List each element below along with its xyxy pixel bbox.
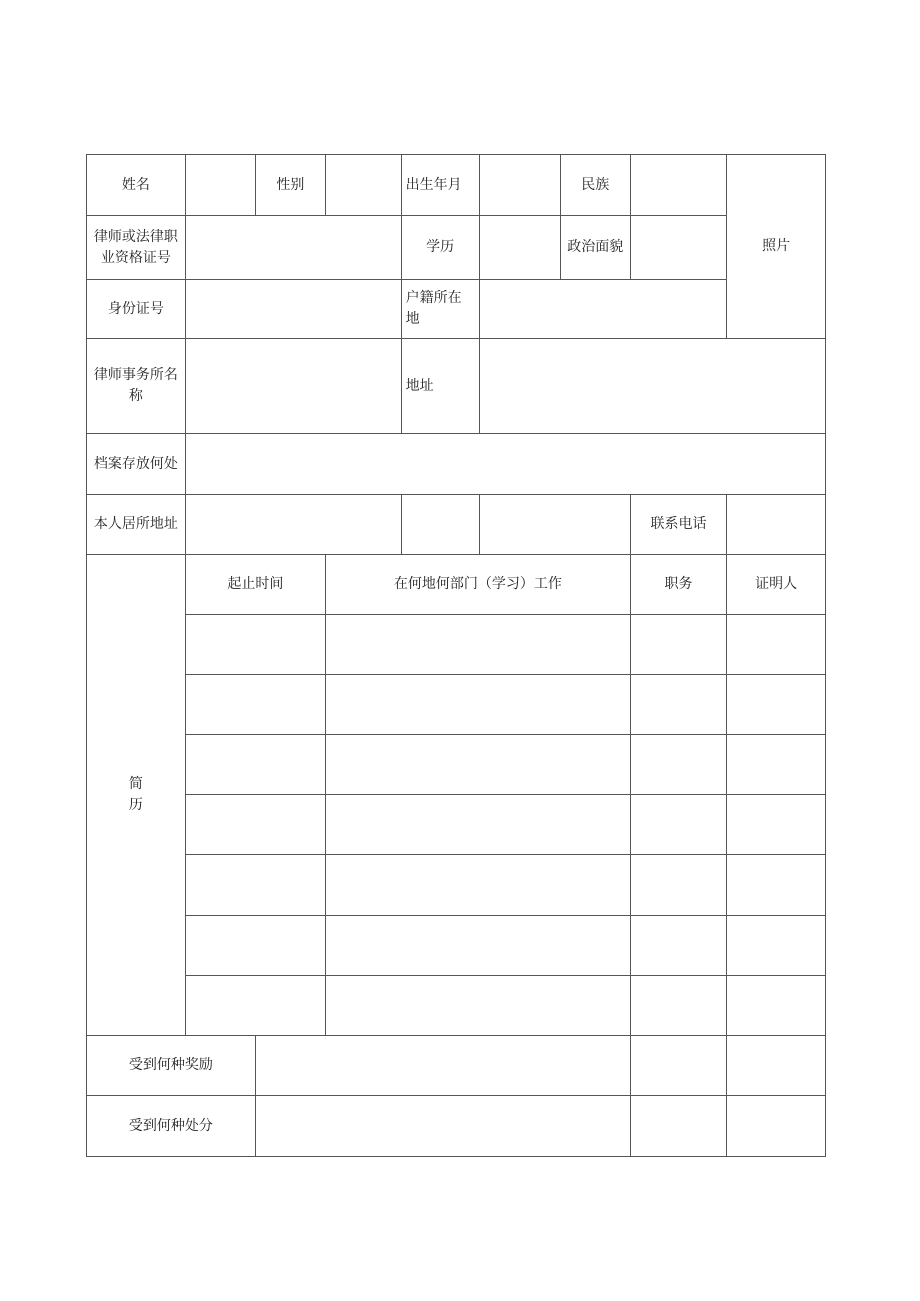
awards-extra-field-2[interactable]: [727, 1036, 826, 1096]
hukou-label: 户籍所在地: [401, 280, 479, 339]
resume-period-cell[interactable]: [185, 795, 325, 855]
resume-witness-cell[interactable]: [727, 615, 826, 675]
ethnicity-label: 民族: [560, 155, 630, 216]
resume-workplace-cell[interactable]: [326, 615, 631, 675]
resume-position-cell[interactable]: [630, 675, 726, 735]
political-field[interactable]: [630, 216, 726, 280]
awards-field[interactable]: [255, 1036, 630, 1096]
license-field[interactable]: [185, 216, 401, 280]
resume-witness-cell[interactable]: [727, 795, 826, 855]
firm-name-label: 律师事务所名称: [87, 339, 186, 434]
awards-label: 受到何种奖励: [87, 1036, 256, 1096]
name-field[interactable]: [185, 155, 255, 216]
resume-workplace-cell[interactable]: [326, 735, 631, 795]
resume-label-text: 简历: [128, 776, 143, 813]
resume-row: [87, 976, 826, 1036]
resume-row: [87, 675, 826, 735]
phone-label: 联系电话: [630, 495, 726, 555]
education-field[interactable]: [479, 216, 560, 280]
residence-field[interactable]: [185, 495, 401, 555]
resume-workplace-cell[interactable]: [326, 855, 631, 916]
birth-label: 出生年月: [401, 155, 479, 216]
education-label: 学历: [401, 216, 479, 280]
firm-name-field[interactable]: [185, 339, 401, 434]
ethnicity-field[interactable]: [630, 155, 726, 216]
photo-box[interactable]: 照片: [727, 155, 826, 339]
resume-witness-cell[interactable]: [727, 675, 826, 735]
resume-header-witness: 证明人: [727, 555, 826, 615]
lawyer-registration-form: [86, 154, 826, 1157]
resume-position-cell[interactable]: [630, 615, 726, 675]
resume-workplace-cell[interactable]: [326, 675, 631, 735]
resume-header-position: 职务: [630, 555, 726, 615]
resume-row: [87, 795, 826, 855]
residence-extra-field-2[interactable]: [479, 495, 630, 555]
political-label: 政治面貌: [560, 216, 630, 280]
hukou-field[interactable]: [479, 280, 727, 339]
resume-witness-cell[interactable]: [727, 916, 826, 976]
gender-label: 性别: [255, 155, 325, 216]
resume-position-cell[interactable]: [630, 855, 726, 916]
residence-extra-field[interactable]: [401, 495, 479, 555]
resume-workplace-cell[interactable]: [326, 976, 631, 1036]
penalties-label: 受到何种处分: [87, 1096, 256, 1157]
resume-period-cell[interactable]: [185, 976, 325, 1036]
phone-field[interactable]: [727, 495, 826, 555]
resume-period-cell[interactable]: [185, 735, 325, 795]
license-label: 律师或法律职业资格证号: [87, 216, 186, 280]
resume-workplace-cell[interactable]: [326, 795, 631, 855]
resume-position-cell[interactable]: [630, 795, 726, 855]
awards-extra-field[interactable]: [630, 1036, 726, 1096]
resume-position-cell[interactable]: [630, 735, 726, 795]
resume-period-cell[interactable]: [185, 615, 325, 675]
resume-workplace-cell[interactable]: [326, 916, 631, 976]
birth-field[interactable]: [479, 155, 560, 216]
resume-row: [87, 855, 826, 916]
resume-period-cell[interactable]: [185, 675, 325, 735]
resume-header-workplace: 在何地何部门（学习）工作: [326, 555, 631, 615]
resume-position-cell[interactable]: [630, 916, 726, 976]
firm-address-label: 地址: [401, 339, 479, 434]
resume-header-period: 起止时间: [185, 555, 325, 615]
penalties-extra-field[interactable]: [630, 1096, 726, 1157]
id-field[interactable]: [185, 280, 401, 339]
resume-period-cell[interactable]: [185, 916, 325, 976]
resume-label: [87, 555, 186, 1036]
resume-witness-cell[interactable]: [727, 855, 826, 916]
gender-field[interactable]: [326, 155, 402, 216]
id-label: 身份证号: [87, 280, 186, 339]
archive-field[interactable]: [185, 434, 825, 495]
residence-label: 本人居所地址: [87, 495, 186, 555]
resume-witness-cell[interactable]: [727, 735, 826, 795]
resume-row: [87, 615, 826, 675]
resume-witness-cell[interactable]: [727, 976, 826, 1036]
archive-label: 档案存放何处: [87, 434, 186, 495]
resume-period-cell[interactable]: [185, 855, 325, 916]
penalties-extra-field-2[interactable]: [727, 1096, 826, 1157]
resume-row: [87, 916, 826, 976]
resume-row: [87, 735, 826, 795]
penalties-field[interactable]: [255, 1096, 630, 1157]
name-label: 姓名: [87, 155, 186, 216]
firm-address-field[interactable]: [479, 339, 826, 434]
resume-position-cell[interactable]: [630, 976, 726, 1036]
